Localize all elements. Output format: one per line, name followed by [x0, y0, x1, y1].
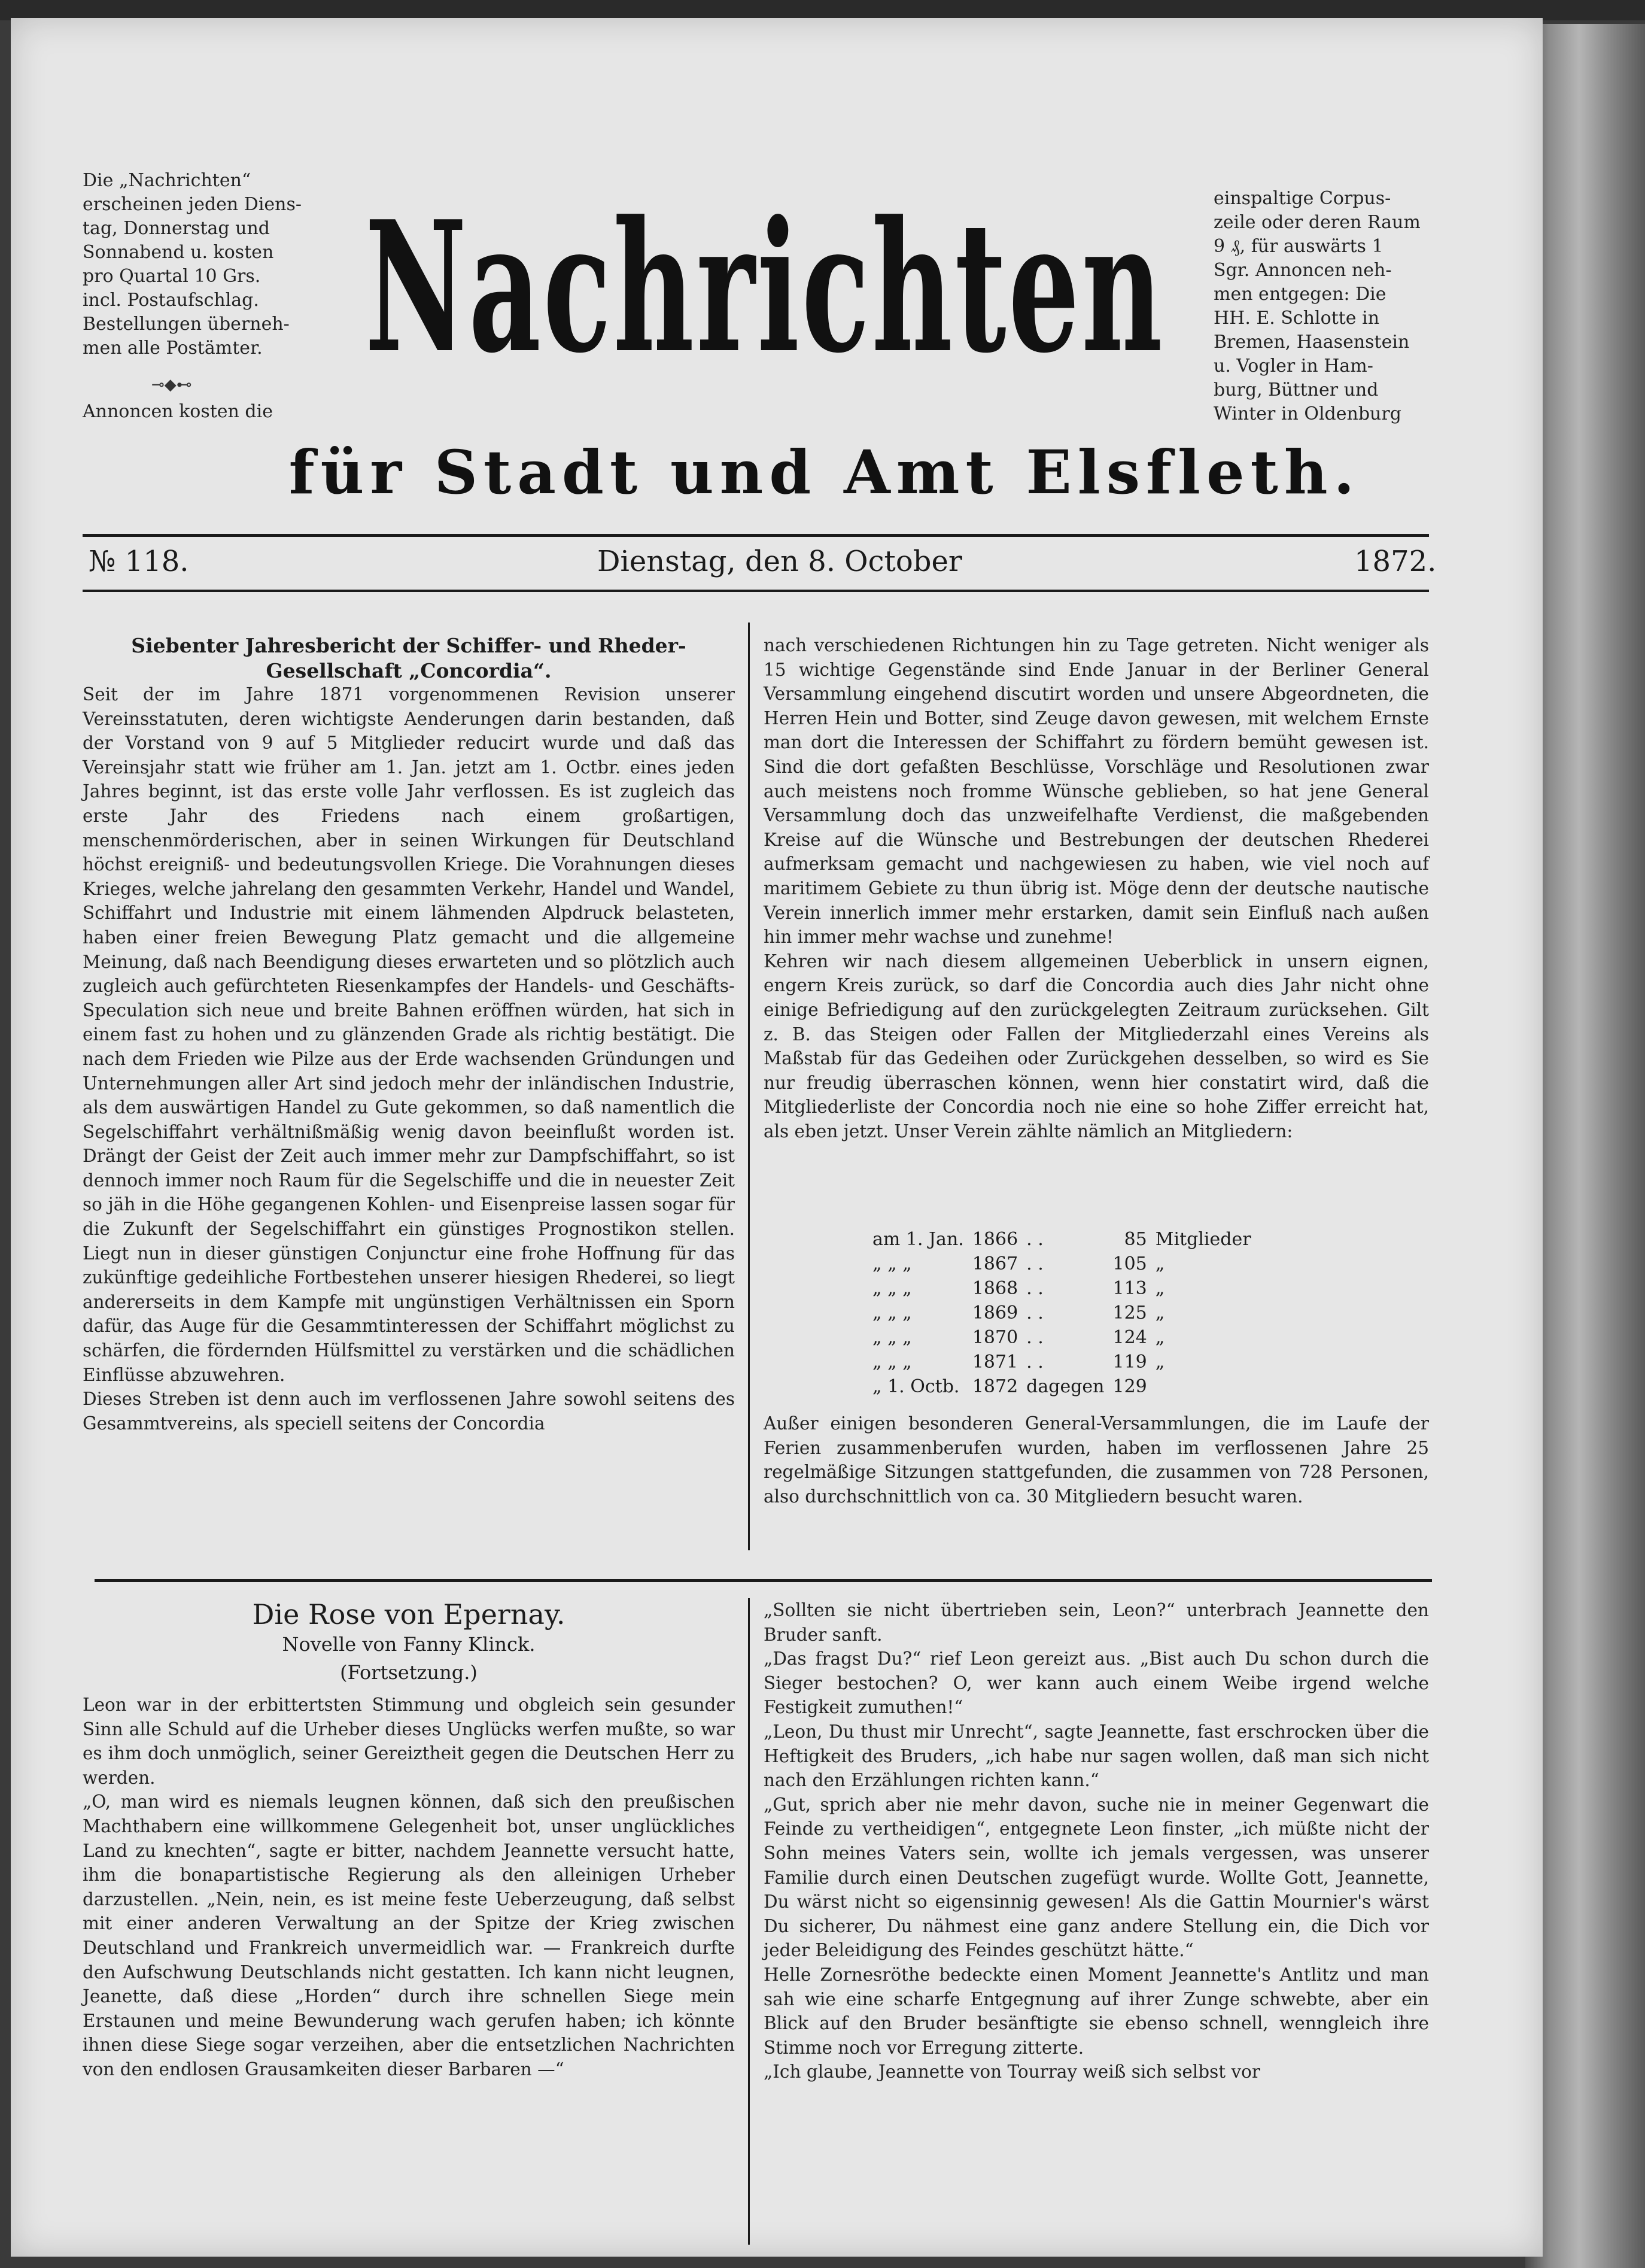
membership-count: 105 — [1112, 1253, 1147, 1274]
subscription-note: Die „Nachrichten“ erscheinen jeden Diens- tag, Donnerstag und Sonnabend u. kosten pro Quartal 10 Grs. incl. Postaufschlag. Bestellungen überneh- men alle Postämter. — [83, 170, 302, 359]
membership-row — [872, 1227, 1260, 1252]
membership-prefix: „ „ „ — [872, 1302, 912, 1323]
membership-row — [872, 1374, 1260, 1399]
membership-prefix: am 1. Jan. — [872, 1229, 964, 1250]
membership-prefix: „ „ „ — [872, 1278, 912, 1299]
article-column-1: Seit der im Jahre 1871 vorgenommenen Revision unserer Vereinsstatuten, deren wichtigste Aenderungen darin bestanden, daß der Vorstand von 9 auf 5 Mitglieder reducirt wurde und daß das Vereinsjahr statt wie früher am 1. Jan. jetzt am 1. Octbr. eines jeden Jahres beginnt, ist das erste volle Jahr verflossen. Es ist zugleich das erste Jahr des Friedens nach einem großartigen, menschenmörderischen, aber in seinen Wirkungen für Deutschland höchst ereigniß- und bedeutungsvollen Kriege. Die Vorahnungen dieses Krieges, welche jahrelang den gesammten Verkehr, Handel und Wandel, Schiffahrt und Industrie mit einem lähmenden Alpdruck belasteten, haben einer freien Bewegung Platz gemacht und die allgemeine Meinung, daß nach Beendigung dieses erwarteten und so plötzlich auch zugleich auch gefürchteten Riesenkampfes der Handels- und Geschäfts-Speculation sich neue und breite Bahnen eröffnen würden, hat sich in einem fast zu hohen und zu glänzenden Grade als richtig bestätigt. Die nach dem Frieden wie Pilze aus der Erde wachsenden Gründungen und Unternehmungen aller Art sind jedoch mehr der inländischen Industrie, als dem auswärtigen Handel zu Gute gekommen, so daß namentlich die Segelschiffahrt verhältnißmäßig wenig davon beeinflußt worden ist. Drängt der Geist der Zeit auch immer mehr zur Dampfschiffahrt, so ist dennoch immer noch Raum für die Segelschiffe und die in neuester Zeit so jäh in die Höhe gegangenen Kohlen- und Eisenpreise lassen sogar für die Zukunft der Segelschiffahrt ein günstiges Prognostikon stellen. Liegt nun in dieser günstigen Conjunctur eine frohe Hoffnung für das zukünftige gedeihliche Fortbestehen unserer hiesigen Rhederei, so liegt andererseits in dem Kampfe mit ungünstigen Verhältnissen ein Sporn dafür, das Auge für die Gesammtinteressen der Schiffahrt möglichst zu schärfen, die fördernden Hülfsmittel zu verstärken und die schädlichen Einflüsse abzuwehren. Dieses Streben ist denn auch im verflossenen Jahre sowohl seitens des Gesammtvereins, als speciell seitens der Concordia — [83, 684, 735, 1434]
membership-count: 113 — [1112, 1278, 1147, 1299]
membership-unit: „ — [1155, 1327, 1165, 1348]
membership-unit: Mitglieder — [1155, 1229, 1251, 1250]
membership-year: 1868 — [972, 1278, 1018, 1299]
scan-top-border — [0, 0, 1645, 20]
membership-prefix: „ „ „ — [872, 1327, 912, 1348]
article-column-2-end: Außer einigen besonderen General-Versammlungen, die im Laufe der Ferien zusammenberufen wurden, haben im verflossenen Jahre 25 regelmäßige Sitzungen stattgefunden, die zusammen von 728 Personen, also durchschnittlich von ca. 30 Mitgliedern besucht waren. — [764, 1413, 1429, 1507]
membership-count: 119 — [1112, 1352, 1147, 1373]
membership-dots: . . — [1026, 1352, 1044, 1373]
novel-continuation: (Fortsetzung.) — [340, 1661, 478, 1684]
membership-dots: . . — [1026, 1302, 1044, 1323]
dateline-rule-top — [83, 534, 1429, 537]
membership-prefix: „ 1. Octb. — [872, 1376, 960, 1397]
page-stack-edge — [1525, 24, 1645, 2268]
article-column-2: nach verschiedenen Richtungen hin zu Tage getreten. Nicht weniger als 15 wichtige Gegenstände sind Ende Januar in der Berliner General Versammlung eingehend discutirt worden und unsere Abgeordneten, die Herren Hein und Botter, sind Zeuge davon gewesen, mit welchem Ernste man dort die Interessen der Schiffahrt zu fördern bemüht gewesen ist. Sind die dort gefaßten Beschlüsse, Vorschläge und Resolutionen zwar auch meistens noch fromme Wünsche geblieben, so hat jene General Versammlung doch das unzweifelhafte Verdienst, die maßgebenden Kreise auf die Wünsche und Bestrebungen der deutschen Rhederei aufmerksam gemacht und nachgewiesen zu haben, wie viel noch auf maritimem Gebiete zu thun übrig ist. Möge denn der deutsche nautische Verein innerlich immer mehr erstarken, damit sein Einfluß nach außen hin immer mehr wachse und zunehme! Kehren wir nach diesem allgemeinen Ueberblick in unsern eignen, engern Kreis zurück, so darf die Concordia auch dies Jahr nicht ohne einige Befriedigung auf den zurückgelegten Zeitraum zurücksehen. Gilt z. B. das Steigen oder Fallen der Mitgliederzahl eines Vereins als Maßstab für das Gedeihen oder Zurückgehen desselben, so wird es Sie nur freudig überraschen können, wenn hier constatirt wird, daß die Mitgliederliste der Concordia noch nie eine so hohe Ziffer erreicht hat, als eben jetzt. Unser Verein zählte nämlich an Mitgliedern: — [764, 635, 1429, 1141]
newspaper-page — [11, 18, 1543, 2257]
membership-count: 124 — [1112, 1327, 1147, 1348]
membership-year: 1871 — [972, 1352, 1018, 1373]
membership-year: 1872 — [972, 1376, 1018, 1397]
novel-column-divider — [748, 1598, 750, 2245]
membership-count: 85 — [1124, 1229, 1147, 1250]
issue-year: 1872. — [1354, 545, 1437, 578]
divider-ornament: ⊸◆⊷ — [151, 376, 192, 394]
newspaper-subtitle: für Stadt und Amt Elsfleth. — [288, 437, 1361, 508]
membership-year: 1866 — [972, 1229, 1018, 1250]
membership-dots: . . — [1026, 1278, 1044, 1299]
membership-count: 125 — [1112, 1302, 1147, 1323]
membership-unit: „ — [1155, 1253, 1165, 1274]
novel-byline: Novelle von Fanny Klinck. — [282, 1633, 536, 1656]
novel-column-2: „Sollten sie nicht übertrieben sein, Leon?“ unterbrach Jeannette den Bruder sanft. „Das fragst Du?“ rief Leon gereizt aus. „Bist auch Du schon durch die Sieger bestochen? O, wer kann auch einem Weibe irgend welche Festigkeit zumuthen!“ „Leon, Du thust mir Unrecht“, sagte Jeannette, fast erschrocken über die Heftigkeit des Bruders, „ich habe nur sagen wollen, daß man sich nicht nach den Erzählungen richten kann.“ „Gut, sprich aber nie mehr davon, suche nie in meiner Gegenwart die Feinde zu vertheidigen“, entgegnete Leon finster, „ich müßte nicht der Sohn meines Vaters sein, wollte ich jemals vergessen, was unserer Familie durch einen Deutschen zugefügt wurde. Wollte Gott, Jeannette, Du wärst nicht so eigensinnig gewesen! Als die Gattin Mournier's wärst Du sicherer, Du nähmest eine ganz andere Stellung ein, die Dich vor jeder Beleidigung des Feindes geschützt hätte.“ Helle Zornesröthe bedeckte einen Moment Jeannette's Antlitz und man sah wie eine scharfe Entgegnung auf ihrer Zunge schwebte, aber ein Blick auf den Bruder besänftigte sie ebenso schnell, wenngleich ihre Stimme noch vor Erregung zitterte. „Ich glaube, Jeannette von Tourray weiß sich selbst vor — [764, 1600, 1429, 2082]
membership-row — [872, 1350, 1260, 1374]
article-heading: Siebenter Jahresbericht der Schiffer- und Rheder- Gesellschaft „Concordia“. — [131, 634, 686, 682]
membership-dots: dagegen — [1026, 1376, 1105, 1397]
membership-row — [872, 1276, 1260, 1301]
newspaper-title: Nachrichten — [364, 181, 1165, 393]
section-rule — [95, 1579, 1432, 1582]
membership-dots: . . — [1026, 1229, 1044, 1250]
membership-unit: „ — [1155, 1352, 1165, 1373]
novel-column-1: Leon war in der erbittertsten Stimmung und obgleich sein gesunder Sinn alle Schuld auf die Urheber dieses Unglücks werfen mußte, so war es ihm doch unmöglich, seiner Gereiztheit gegen die Deutschen Herr zu werden. „O, man wird es niemals leugnen können, daß sich den preußischen Machthabern eine willkommene Gelegenheit bot, unser unglückliches Land zu knechten“, sagte er bitter, nachdem Jeannette versucht hatte, ihm die bonapartistische Regierung als den alleinigen Urheber darzustellen. „Nein, nein, es ist meine feste Ueberzeugung, daß selbst mit einer anderen Verwaltung an der Spitze der Krieg zwischen Deutschland und Frankreich unvermeidlich war. — Frankreich durfte den Aufschwung Deutschlands nicht gestatten. Ich kann nicht leugnen, Jeanette, daß diese „Horden“ durch ihre schnellen Siege mein Erstaunen und meine Bewunderung wach gerufen haben; ich könnte ihnen diese Siege sogar verzeihen, aber die entsetzlichen Nachrichten von den endlosen Grausamkeiten dieser Barbaren —“ — [83, 1695, 735, 2079]
novel-title: Die Rose von Epernay. — [252, 1598, 565, 1631]
dateline-rule-bottom — [83, 590, 1429, 592]
column-divider — [748, 623, 750, 1550]
membership-unit — [1156, 1374, 1260, 1399]
membership-count: 129 — [1112, 1376, 1147, 1397]
membership-year: 1869 — [972, 1302, 1018, 1323]
membership-table — [872, 1227, 1260, 1399]
membership-year: 1867 — [972, 1253, 1018, 1274]
membership-unit: „ — [1155, 1302, 1165, 1323]
advert-agents-note: einspaltige Corpus- zeile oder deren Raum 9 ₰, für auswärts 1 Sgr. Annoncen neh- men entgegen: Die HH. E. Schlotte in Bremen, Haasenstein u. Vogler in Ham- burg, Büttner und Winter in Oldenburg — [1214, 188, 1421, 424]
advert-price-note: Annoncen kosten die — [83, 401, 273, 422]
membership-dots: . . — [1026, 1253, 1044, 1274]
membership-year: 1870 — [972, 1327, 1018, 1348]
membership-row — [872, 1301, 1260, 1325]
membership-dots: . . — [1026, 1327, 1044, 1348]
issue-number: № 118. — [89, 545, 189, 578]
issue-date: Dienstag, den 8. October — [597, 545, 962, 578]
membership-row — [872, 1252, 1260, 1276]
membership-prefix: „ „ „ — [872, 1253, 912, 1274]
membership-unit: „ — [1155, 1278, 1165, 1299]
membership-prefix: „ „ „ — [872, 1352, 912, 1373]
membership-row — [872, 1325, 1260, 1350]
